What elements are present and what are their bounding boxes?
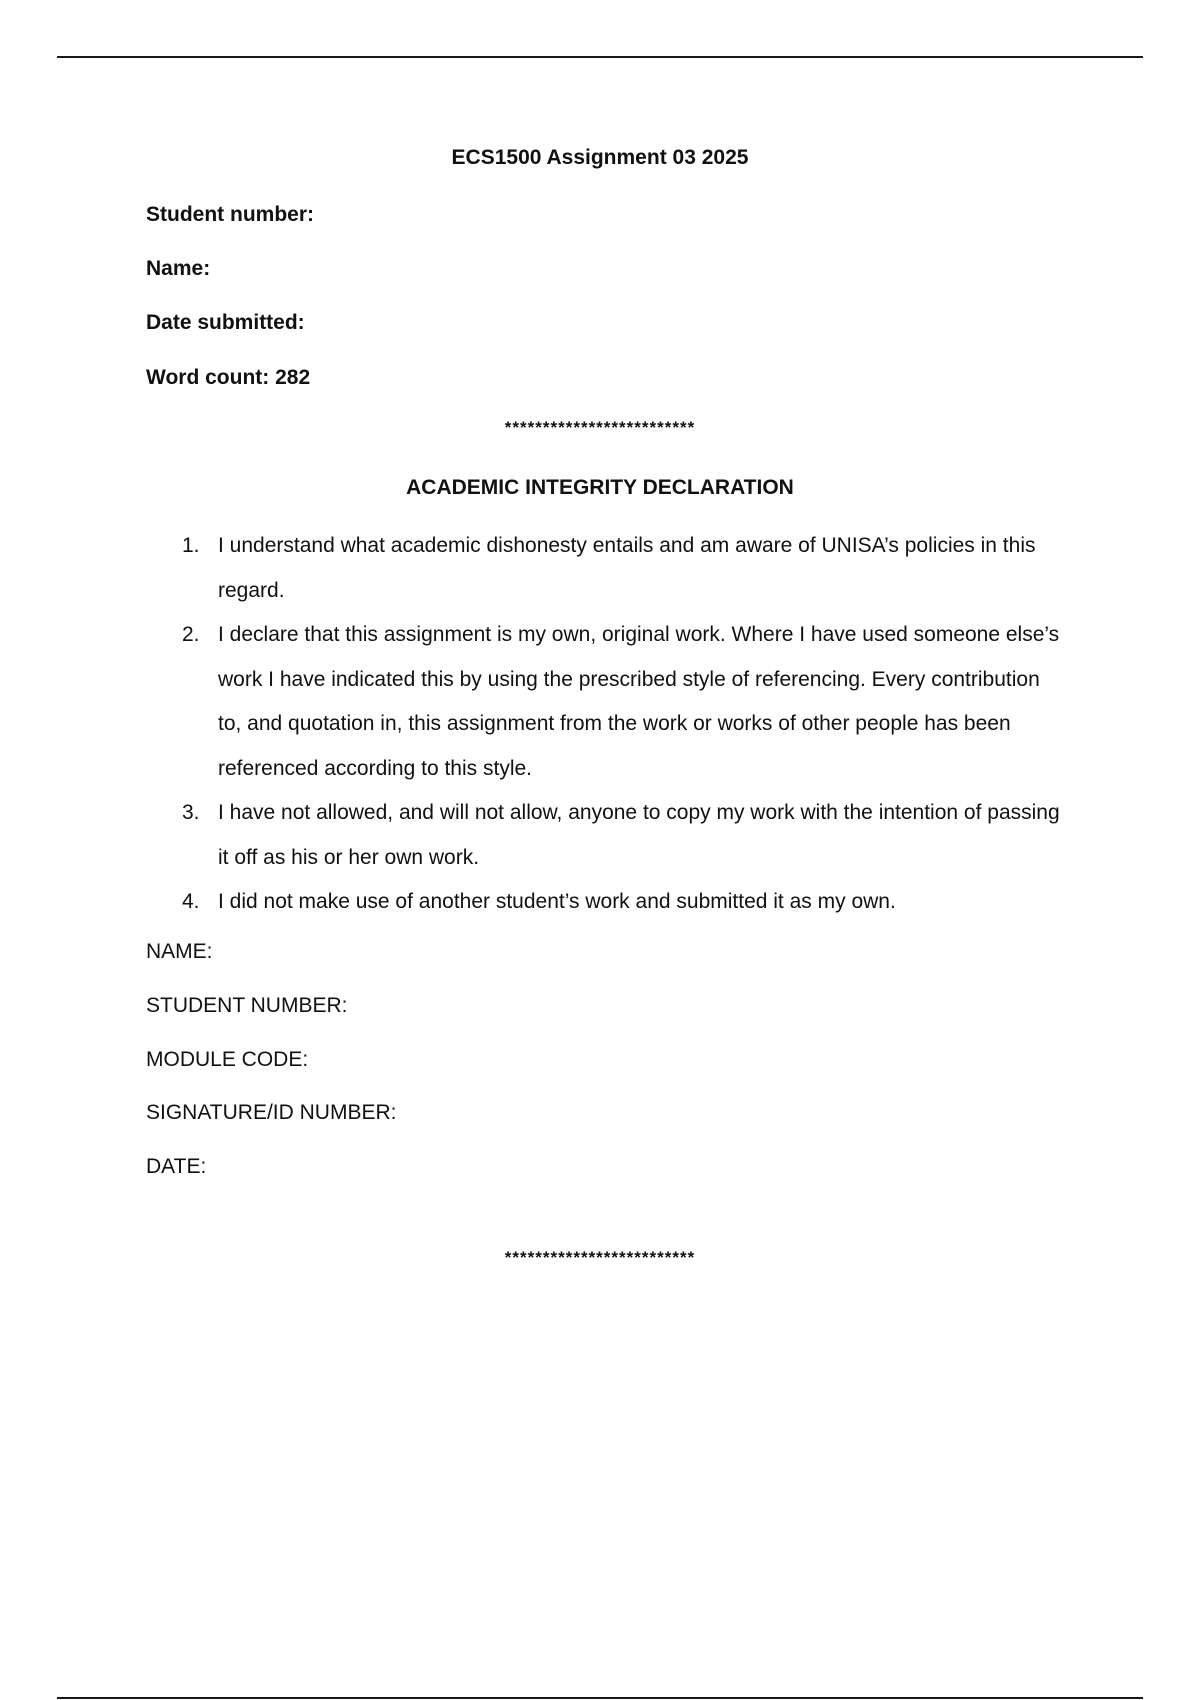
name-label: Name: (146, 257, 211, 280)
declaration-item-text: I did not make use of another student’s work and submitted it as my own. (218, 890, 896, 913)
declaration-item-text: I understand what academic dishonesty entails and am aware of UNISA’s policies in this regard. (218, 534, 1036, 602)
declaration-item-number: 1. (182, 534, 200, 557)
sig-student-number-label: STUDENT NUMBER: (146, 994, 348, 1017)
sig-module-code-label: MODULE CODE: (146, 1048, 309, 1071)
declaration-list (146, 524, 1066, 925)
date-submitted-label: Date submitted: (146, 311, 305, 334)
separator-bottom: ************************* (504, 1248, 696, 1267)
declaration-item-number: 3. (182, 801, 200, 824)
sig-date-label: DATE: (146, 1155, 207, 1178)
sig-name-label: NAME: (146, 940, 213, 963)
declaration-item (146, 880, 1066, 925)
top-rule (57, 56, 1143, 58)
word-count-label: Word count: 282 (146, 366, 311, 389)
separator-top: ************************* (504, 418, 696, 437)
declaration-item (146, 524, 1066, 613)
sig-signature-id-label: SIGNATURE/ID NUMBER: (146, 1101, 397, 1124)
student-number-label: Student number: (146, 203, 314, 226)
document-title: ECS1500 Assignment 03 2025 (451, 146, 749, 169)
declaration-item-text: I declare that this assignment is my own, original work. Where I have used someone else’s work I have indicated this by using the prescribed style of referencing. Every contribution to, and quotation in, this assignment from the work or works of other people has been referenced according to this style. (218, 623, 1060, 780)
declaration-item (146, 613, 1066, 791)
declaration-item-number: 2. (182, 623, 200, 646)
declaration-heading: ACADEMIC INTEGRITY DECLARATION (406, 476, 794, 499)
declaration-item (146, 791, 1066, 880)
declaration-item-text: I have not allowed, and will not allow, anyone to copy my work with the intention of passing it off as his or her own work. (218, 801, 1060, 869)
declaration-item-number: 4. (182, 890, 200, 913)
bottom-rule (57, 1697, 1143, 1699)
